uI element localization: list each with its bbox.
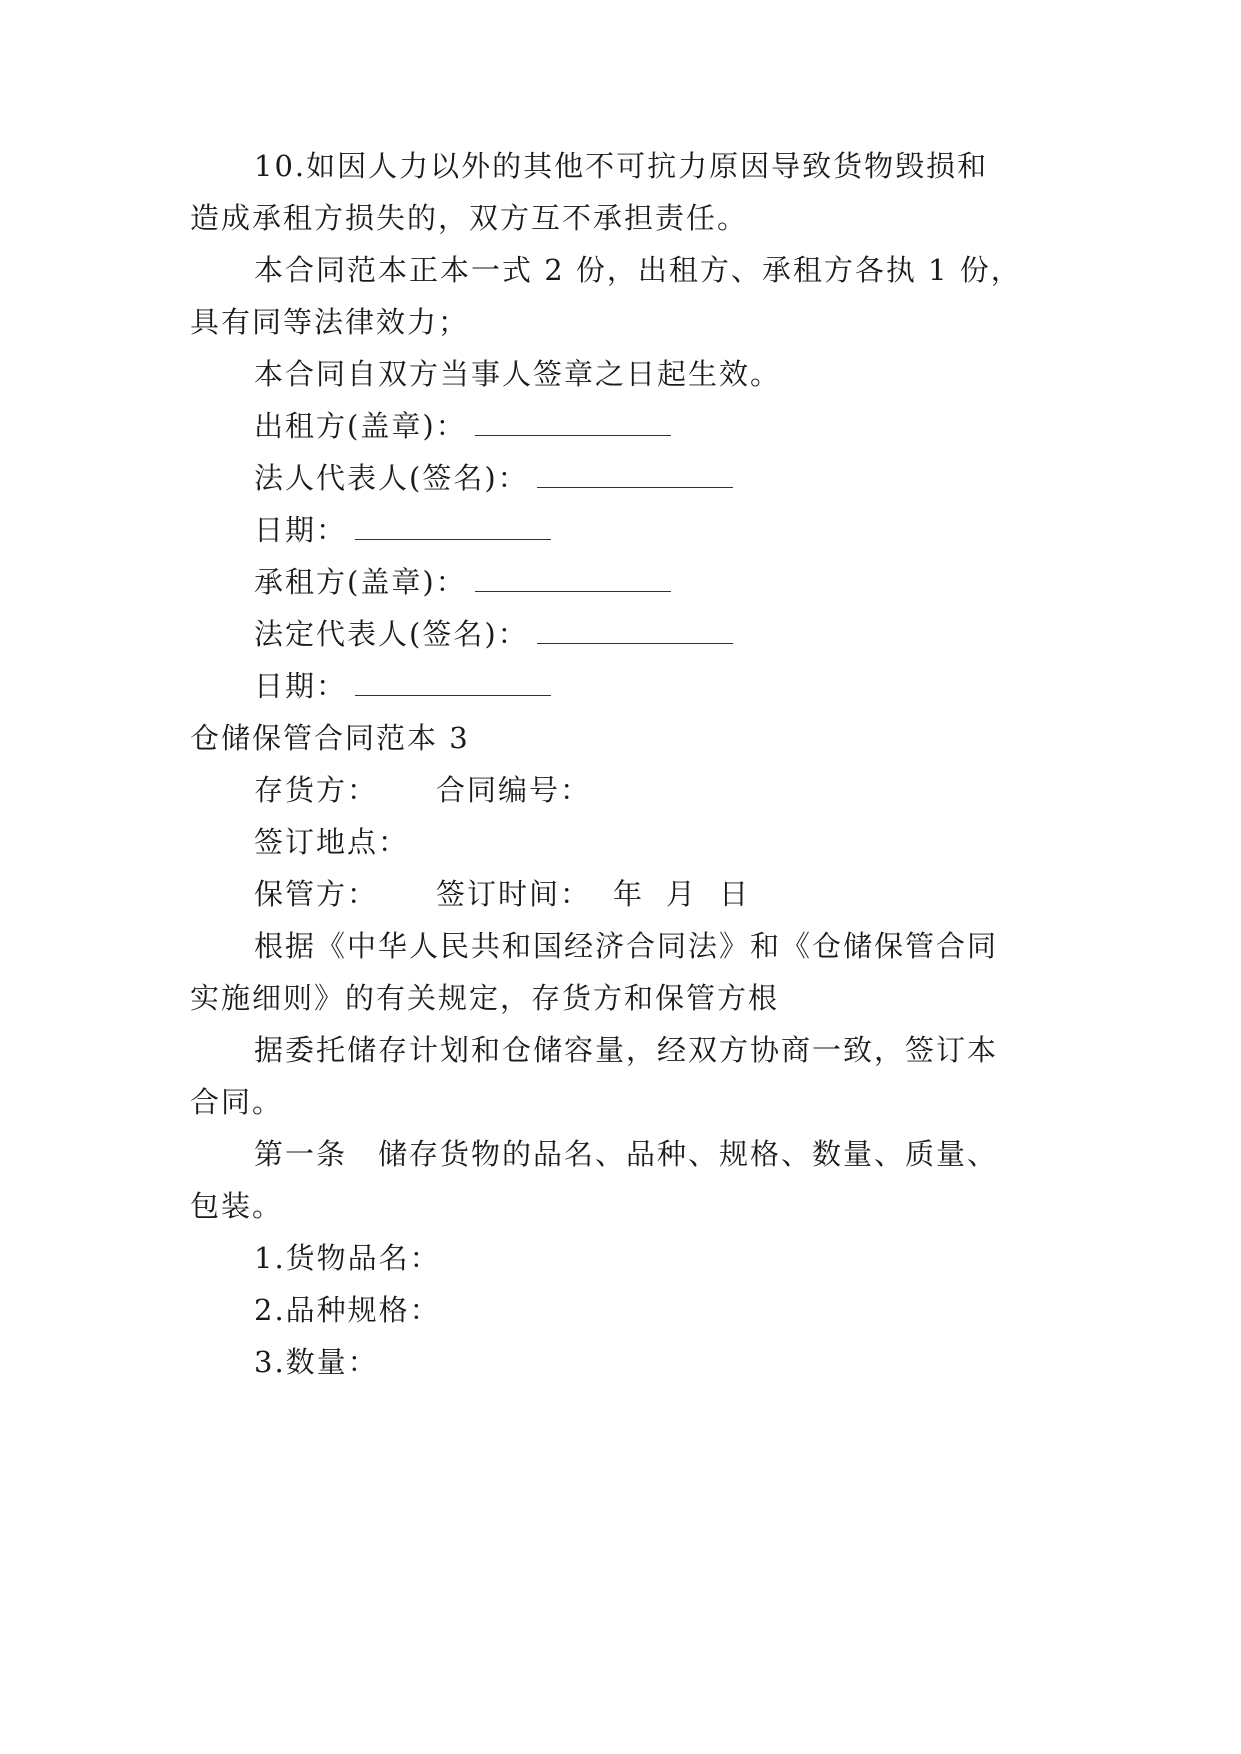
- lessor-seal-blank: [475, 407, 671, 436]
- depositor-label: 存货方：: [254, 773, 379, 807]
- lessee-date-row: [254, 666, 551, 706]
- lessee-seal-blank: [475, 563, 671, 592]
- lessor-rep-row: [254, 458, 733, 498]
- lessor-date-label: 日期：: [254, 513, 348, 547]
- intro-line-1: 根据《中华人民共和国经济合同法》和《仓储保管合同: [254, 929, 999, 963]
- depositor-row: [254, 770, 591, 810]
- lessee-seal-label: 承租方(盖章)：: [254, 565, 467, 599]
- lessee-date-blank: [355, 667, 551, 696]
- article-1-heading-line-1: 第一条 储存货物的品名、品种、规格、数量、质量、: [254, 1137, 999, 1171]
- lessor-rep-label: 法人代表人(签名)：: [254, 461, 529, 495]
- day-label: 日: [719, 877, 751, 911]
- lessee-rep-blank: [537, 615, 733, 644]
- effective-clause: 本合同自双方当事人签章之日起生效。: [254, 357, 782, 391]
- lessee-rep-label: 法定代表人(签名)：: [254, 617, 529, 651]
- lessee-seal-row: [254, 562, 671, 602]
- month-label: 月: [666, 877, 698, 911]
- clause-10-line-2: 造成承租方损失的，双方互不承担责任。: [190, 201, 749, 235]
- intro-line-4: 合同。: [190, 1085, 284, 1119]
- contract-no-label: 合同编号：: [436, 773, 592, 807]
- article-1-item-3: 3.数量：: [254, 1345, 379, 1379]
- custodian-label: 保管方：: [254, 877, 379, 911]
- article-1-heading-line-2: 包装。: [190, 1189, 284, 1223]
- lessor-date-row: [254, 510, 551, 550]
- article-1-item-1: 1.货物品名：: [254, 1241, 441, 1275]
- lessee-rep-row: [254, 614, 733, 654]
- intro-line-3: 据委托储存计划和仓储容量，经双方协商一致，签订本: [254, 1033, 999, 1067]
- section-title: 仓储保管合同范本 3: [190, 721, 470, 755]
- lessor-seal-row: [254, 406, 671, 446]
- intro-line-2: 实施细则》的有关规定，存货方和保管方根: [190, 981, 780, 1015]
- custodian-row: [254, 874, 750, 914]
- lessor-seal-label: 出租方(盖章)：: [254, 409, 467, 443]
- sign-place-row: [254, 822, 409, 862]
- lessee-date-label: 日期：: [254, 669, 348, 703]
- sign-place-label: 签订地点：: [254, 825, 410, 859]
- copies-clause-line-2: 具有同等法律效力；: [190, 305, 470, 339]
- year-label: 年: [613, 877, 645, 911]
- lessor-date-blank: [355, 511, 551, 540]
- clause-10-line-1: 10.如因人力以外的其他不可抗力原因导致货物毁损和: [254, 149, 989, 183]
- lessor-rep-blank: [537, 459, 733, 488]
- copies-clause-line-1: 本合同范本正本一式 2 份，出租方、承租方各执 1 份，: [254, 253, 1022, 287]
- article-1-item-2: 2.品种规格：: [254, 1293, 441, 1327]
- sign-time-label: 签订时间：: [436, 877, 592, 911]
